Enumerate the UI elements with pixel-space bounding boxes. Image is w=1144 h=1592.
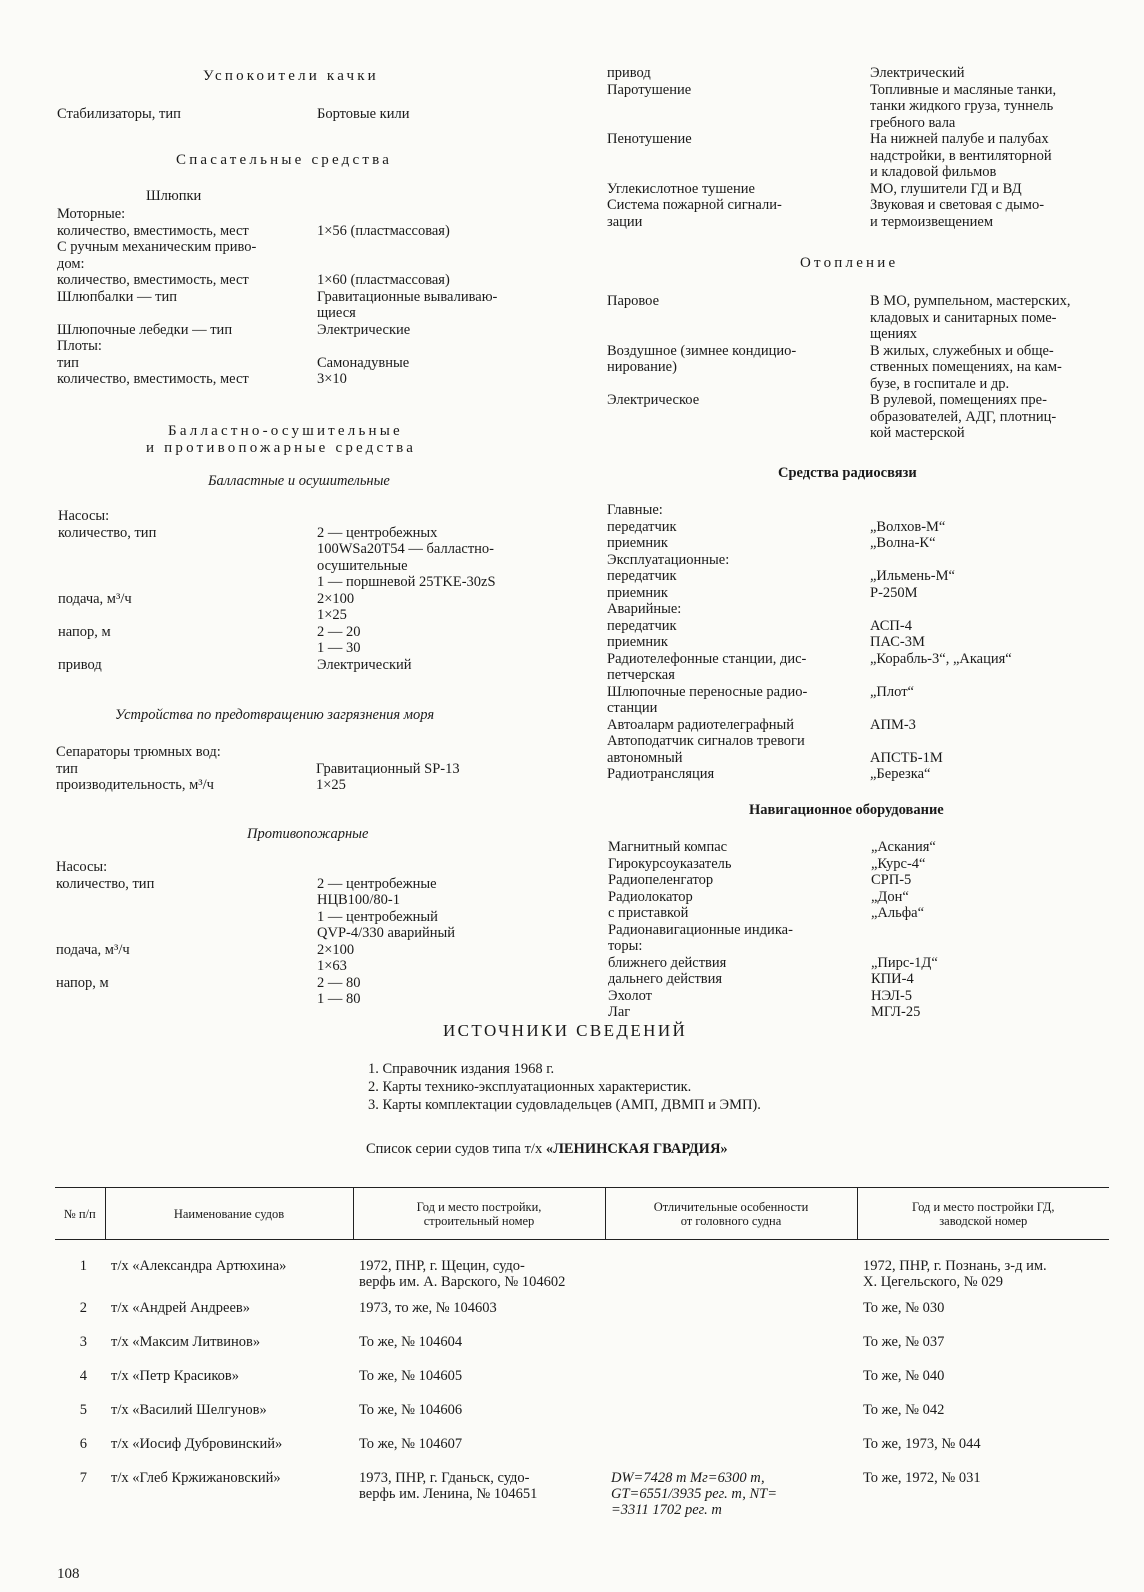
spec-value: АСП-4 [870, 617, 912, 634]
spec-row [56, 942, 556, 975]
spec-value: „Курс-4“ [871, 855, 926, 872]
spec-label: количество, вместимость, мест [57, 222, 249, 239]
col-header-built: Год и место постройки, строительный номер [353, 1188, 605, 1240]
source-item: 2. Карты технико-эксплуатационных характеристик. [368, 1079, 692, 1095]
spec-value: МО, глушители ГД и ВД [870, 180, 1022, 197]
spec-label: Аварийные: [607, 601, 682, 617]
spec-label: Гирокурсоуказатель [608, 855, 732, 872]
spec-label: Паротушение [607, 81, 692, 98]
spec-label: Лаг [608, 1004, 631, 1020]
cell-engine: То же, 1973, № 044 [863, 1436, 981, 1452]
spec-label: Электрическое [607, 392, 700, 408]
spec-value: Электрический [317, 656, 412, 673]
cell-number: 2 [79, 1300, 87, 1316]
spec-value: 1×60 (пластмассовая) [317, 272, 450, 288]
spec-row [608, 872, 1118, 889]
spec-value: Бортовые кили [317, 106, 410, 122]
spec-row [607, 568, 1117, 585]
spec-value: 1×25 [316, 777, 346, 793]
spec-value: „Волна-К“ [870, 535, 936, 551]
spec-row [56, 859, 556, 876]
section-roll-title: Успокоители качки [203, 68, 379, 84]
spec-value: В рулевой, помещениях пре- образователей, АДГ, плотниц- кой мастерской [870, 392, 1057, 441]
section-heating-title: Отопление [800, 255, 899, 271]
table-row [55, 1368, 1109, 1402]
cell-ship-name: т/х «Максим Литвинов» [111, 1334, 261, 1350]
spec-label: подача, м³/ч [58, 590, 132, 607]
cell-differences: DW=7428 т Mг=6300 т, GT=6551/3935 рег. т, NT= =3311 1702 рег. т [611, 1470, 777, 1518]
cell-number: 3 [79, 1334, 87, 1350]
spec-row [57, 223, 557, 240]
spec-value: 2×100 1×25 [317, 590, 355, 623]
spec-label: Эксплуатационные: [607, 551, 730, 568]
fire-rows-right [607, 65, 1117, 230]
spec-label: напор, м [58, 623, 111, 640]
section-radio-title: Средства радиосвязи [778, 465, 917, 481]
spec-row [607, 766, 1117, 783]
spec-label: Плоты: [57, 338, 102, 354]
spec-label: Радиолокатор [608, 888, 693, 905]
spec-value: Р-250М [870, 584, 918, 601]
spec-value: Гравитационные вываливаю- щиеся [317, 288, 498, 321]
radio-rows [607, 502, 1117, 783]
boats-heading: Шлюпки [146, 188, 202, 204]
spec-value: 1×56 (пластмассовая) [317, 222, 450, 239]
spec-label: Шлюпбалки — тип [57, 288, 178, 305]
spec-value: СРП-5 [871, 872, 912, 888]
spec-row [608, 922, 1118, 955]
cell-engine: То же, № 040 [863, 1368, 945, 1384]
cell-engine: То же, № 037 [863, 1334, 945, 1350]
sources-title: ИСТОЧНИКИ СВЕДЕНИЙ [443, 1021, 688, 1040]
cell-differences [605, 1368, 857, 1402]
spec-label: Система пожарной сигнали- зации [607, 197, 782, 230]
spec-label: Главные: [607, 502, 663, 518]
cell-ship-name: т/х «Глеб Кржижановский» [111, 1470, 281, 1486]
spec-label: Магнитный компас [608, 839, 728, 855]
spec-row [56, 744, 556, 761]
spec-value: „Березка“ [870, 766, 931, 782]
ballast-rows [58, 508, 560, 673]
table-row [55, 1436, 1109, 1470]
spec-row [608, 971, 1118, 988]
spec-row [57, 256, 557, 273]
ship-list-title-name: «ЛЕНИНСКАЯ ГВАРДИЯ» [545, 1141, 728, 1157]
spec-row [608, 889, 1118, 906]
spec-row [56, 761, 556, 778]
cell-number: 5 [79, 1402, 87, 1418]
spec-label: С ручным механическим приво- [57, 239, 257, 255]
spec-value: Электрические [317, 321, 411, 338]
spec-value: Гравитационный SP-13 [316, 760, 460, 777]
cell-built: 1973, ПНР, г. Гданьск, судо- верфь им. Ленина, № 104651 [359, 1470, 538, 1502]
spec-label: Паровое [607, 293, 660, 309]
spec-label: Автоподатчик сигналов тревоги автономный [607, 733, 805, 766]
spec-row [607, 82, 1117, 132]
spec-label: Воздушное (зимнее кондицио- нирование) [607, 342, 797, 375]
section-ballast-title-2: и противопожарные средства [146, 440, 417, 456]
spec-label: Шлюпочные переносные радио- станции [607, 683, 808, 716]
spec-label: Радионавигационные индика- торы: [608, 921, 793, 954]
spec-row [607, 392, 1117, 442]
spec-row [607, 601, 1117, 618]
heating-rows [607, 293, 1117, 442]
cell-differences [605, 1240, 857, 1301]
spec-row [608, 839, 1118, 856]
spec-row [607, 65, 1117, 82]
spec-label: дом: [57, 255, 85, 272]
table-row [55, 1470, 1109, 1518]
cell-built: 1973, то же, № 104603 [359, 1300, 497, 1316]
section-nav-title: Навигационное оборудование [749, 802, 944, 818]
spec-label: количество, вместимость, мест [57, 272, 249, 288]
spec-label: количество, вместимость, мест [57, 371, 249, 387]
cell-built: То же, № 104605 [359, 1368, 463, 1384]
spec-value: В МО, румпельном, мастерских, кладовых и санитарных поме- щениях [870, 293, 1071, 342]
spec-label: тип [57, 354, 79, 371]
spec-row [57, 272, 557, 289]
spec-row [608, 905, 1118, 922]
spec-row [607, 181, 1117, 198]
spec-row [57, 355, 557, 372]
ship-table-header [55, 1188, 1109, 1240]
subsection-pollution: Устройства по предотвращению загрязнения моря [115, 707, 435, 723]
spec-value: В жилых, служебных и обще- ственных помещениях, на кам- бузе, в госпитале и др. [870, 342, 1062, 392]
table-row [55, 1240, 1109, 1301]
spec-value: АПМ-3 [870, 716, 916, 733]
spec-label: Радиопеленгатор [608, 872, 714, 888]
spec-row [607, 684, 1117, 717]
spec-label: привод [607, 65, 651, 81]
spec-row [57, 338, 557, 355]
section-rescue-title: Спасательные средства [176, 152, 393, 168]
col-header-number: № п/п [55, 1188, 105, 1240]
spec-label: тип [56, 760, 78, 777]
source-item: 3. Карты комплектации судовладельцев (АМП, ДВМП и ЭМП). [368, 1097, 761, 1113]
spec-value: НЭЛ-5 [871, 987, 913, 1004]
spec-label: Моторные: [57, 206, 126, 222]
subsection-fire: Противопожарные [247, 826, 369, 842]
spec-label: Радиотрансляция [607, 766, 715, 782]
spec-value: ПАС-3М [870, 634, 925, 650]
spec-label: Эхолот [608, 987, 652, 1004]
cell-engine: 1972, ПНР, г. Познань, з-д им. Х. Цегельского, № 029 [863, 1258, 1047, 1290]
cell-ship-name: т/х «Петр Красиков» [111, 1368, 239, 1384]
spec-label: дальнего действия [608, 971, 723, 987]
spec-row [607, 634, 1117, 651]
table-row [55, 1402, 1109, 1436]
ship-table [55, 1187, 1109, 1518]
spec-value: На нижней палубе и палубах надстройки, в вентиляторной и кладовой фильмов [870, 131, 1052, 180]
spec-label: ближнего действия [608, 954, 727, 971]
spec-value: 2 — 80 1 — 80 [317, 974, 361, 1007]
col-header-name: Наименование судов [105, 1188, 353, 1240]
spec-row [58, 525, 560, 591]
cell-number: 1 [79, 1258, 87, 1274]
cell-differences [605, 1436, 857, 1470]
cell-built: То же, № 104606 [359, 1402, 463, 1418]
spec-value: „Ильмень-М“ [870, 568, 955, 584]
spec-row [58, 508, 560, 525]
spec-label: Шлюпочные лебедки — тип [57, 321, 233, 338]
spec-value: 2×100 1×63 [317, 941, 355, 974]
spec-row [607, 585, 1117, 602]
spec-row [57, 322, 557, 339]
spec-label: Стабилизаторы, тип [57, 106, 181, 122]
spec-value: Электрический [870, 65, 965, 81]
section-ballast-title-1: Балластно-осушительные [168, 423, 403, 439]
spec-value: „Пирс-1Д“ [871, 954, 938, 971]
spec-row [57, 239, 557, 256]
cell-number: 4 [79, 1368, 87, 1384]
spec-label: Насосы: [56, 859, 108, 875]
cell-ship-name: т/х «Иосиф Дубровинский» [111, 1436, 283, 1452]
spec-row [607, 535, 1117, 552]
spec-row [607, 651, 1117, 684]
spec-label: с приставкой [608, 905, 689, 921]
spec-value: 3×10 [317, 371, 347, 387]
cell-engine: То же, № 030 [863, 1300, 945, 1316]
spec-value: „Аскания“ [871, 839, 936, 855]
spec-row [58, 624, 560, 657]
spec-value: „Корабль-3“, „Акация“ [870, 650, 1012, 667]
spec-row [608, 1004, 1118, 1021]
spec-row [607, 733, 1117, 766]
ship-list-title [366, 1141, 728, 1158]
col-header-differences: Отличительные особенности от головного судна [605, 1188, 857, 1240]
spec-row [58, 657, 560, 674]
spec-row [608, 856, 1118, 873]
cell-differences [605, 1334, 857, 1368]
fire-rows-left [56, 859, 556, 1008]
spec-row [607, 717, 1117, 734]
cell-number: 6 [79, 1436, 87, 1452]
table-row [55, 1334, 1109, 1368]
spec-label: напор, м [56, 974, 109, 991]
cell-number: 7 [79, 1470, 87, 1486]
spec-label: производительность, м³/ч [56, 777, 214, 793]
spec-value: 2 — 20 1 — 30 [317, 623, 361, 656]
spec-label: передатчик [607, 518, 677, 535]
cell-built: То же, № 104607 [359, 1436, 463, 1452]
ship-list-title-prefix: Список серии судов типа т/х [366, 1141, 546, 1157]
spec-label: передатчик [607, 617, 677, 634]
spec-label: Сепараторы трюмных вод: [56, 744, 221, 760]
col-header-engine: Год и место постройки ГД, заводской номер [857, 1188, 1109, 1240]
cell-ship-name: т/х «Александра Артюхина» [111, 1258, 287, 1274]
spec-row [56, 975, 556, 1008]
cell-differences [605, 1402, 857, 1436]
spec-row [56, 876, 556, 942]
cell-built: То же, № 104604 [359, 1334, 463, 1350]
spec-row [58, 591, 560, 624]
spec-row [56, 777, 556, 794]
spec-label: приемник [607, 634, 668, 650]
spec-value: „Плот“ [870, 683, 914, 700]
spec-label: Насосы: [58, 508, 110, 524]
spec-label: привод [58, 656, 102, 673]
cell-ship-name: т/х «Андрей Андреев» [111, 1300, 250, 1316]
spec-label: приемник [607, 535, 668, 551]
spec-value: Звуковая и световая с дымо- и термоизвещением [870, 197, 1045, 230]
spec-row [607, 343, 1117, 393]
table-row [55, 1300, 1109, 1334]
spec-row [607, 131, 1117, 181]
spec-value: „Волхов-М“ [870, 518, 946, 535]
spec-label: подача, м³/ч [56, 941, 130, 958]
page-number: 108 [57, 1566, 80, 1582]
spec-row [607, 502, 1117, 519]
spec-value: 2 — центробежных 100WSa20T54 — балластно- осушительные 1 — поршневой 25TKE-30zS [317, 524, 496, 590]
cell-differences [605, 1300, 857, 1334]
spec-row [607, 552, 1117, 569]
pollution-rows [56, 744, 556, 794]
spec-row [607, 519, 1117, 536]
spec-value: Самонадувные [317, 354, 410, 371]
spec-label: Углекислотное тушение [607, 180, 755, 197]
spec-value: 2 — центробежные НЦВ100/80-1 1 — центробежный QVP-4/330 аварийный [317, 875, 456, 941]
spec-value: Топливные и масляные танки, танки жидкого груза, туннель гребного вала [870, 81, 1057, 131]
spec-row [607, 293, 1117, 343]
spec-value: МГЛ-25 [871, 1004, 921, 1020]
spec-value: „Альфа“ [871, 905, 925, 921]
cell-engine: То же, 1972, № 031 [863, 1470, 981, 1486]
source-item: 1. Справочник издания 1968 г. [368, 1061, 555, 1077]
cell-engine: То же, № 042 [863, 1402, 945, 1418]
spec-label: Автоаларм радиотелеграфный [607, 716, 795, 733]
rescue-rows [57, 206, 557, 388]
spec-row [57, 106, 557, 123]
spec-label: количество, тип [58, 524, 157, 541]
subsection-ballast: Балластные и осушительные [208, 473, 390, 489]
spec-row [57, 371, 557, 388]
spec-label: количество, тип [56, 875, 155, 892]
spec-label: Пенотушение [607, 131, 692, 147]
spec-row [57, 289, 557, 322]
spec-row [607, 197, 1117, 230]
cell-ship-name: т/х «Василий Шелгунов» [111, 1402, 267, 1418]
cell-built: 1972, ПНР, г. Щецин, судо- верфь им. А. Варского, № 104602 [359, 1258, 566, 1290]
spec-value: КПИ-4 [871, 971, 914, 987]
spec-row [608, 988, 1118, 1005]
nav-rows [608, 839, 1118, 1021]
spec-label: приемник [607, 584, 668, 601]
spec-row [607, 618, 1117, 635]
spec-value: АПСТБ-1М [870, 749, 943, 766]
spec-row [608, 955, 1118, 972]
spec-label: передатчик [607, 568, 677, 584]
spec-row [57, 206, 557, 223]
roll-rows [57, 106, 557, 123]
spec-label: Радиотелефонные станции, дис- петчерская [607, 650, 807, 683]
spec-value: „Дон“ [871, 888, 909, 905]
